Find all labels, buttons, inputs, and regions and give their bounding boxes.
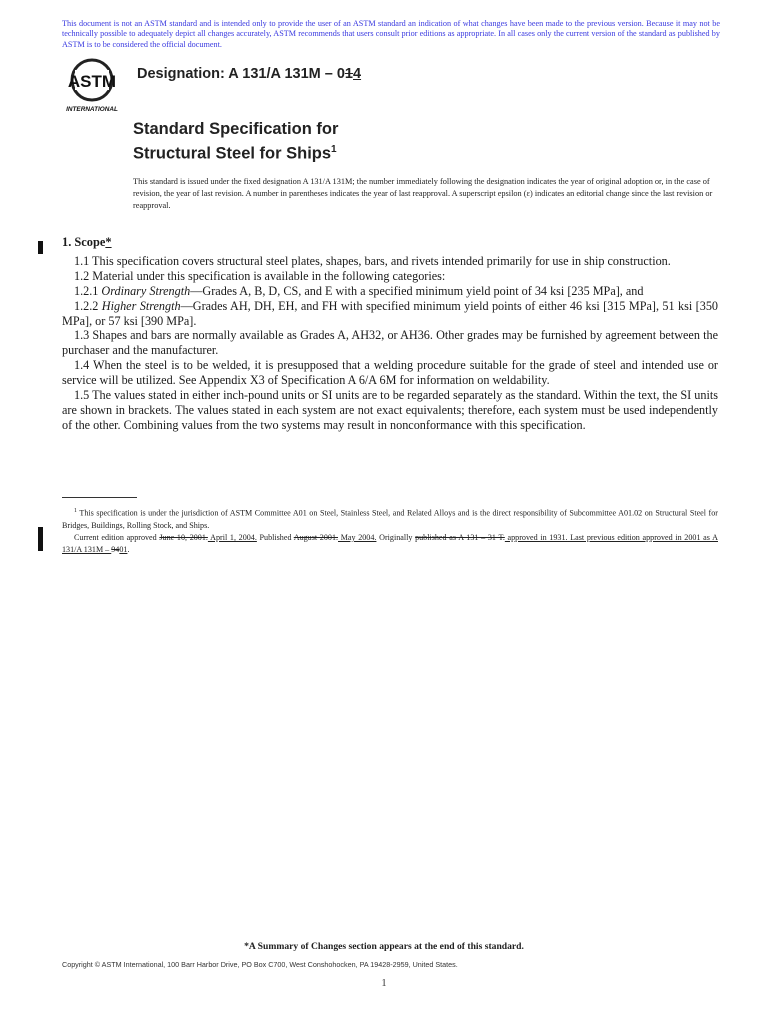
scope-heading-text: 1. Scope bbox=[62, 235, 106, 249]
edition-text-3: Originally bbox=[376, 533, 416, 543]
designation-prefix: Designation: A 131/A 131M – 0 bbox=[137, 66, 345, 82]
edition-text-1: Current edition approved bbox=[74, 533, 160, 543]
footnote-jurisdiction bbox=[62, 505, 718, 532]
title-line-1: Standard Specification for bbox=[133, 120, 339, 138]
page-number: 1 bbox=[381, 978, 387, 989]
change-bar-scope bbox=[38, 241, 43, 254]
issued-note: This standard is issued under the fixed designation A 131/A 131M; the number immediately following the designation indicates the year of original adoption or, in the case of revision, the year of last revision. A number in parentheses indicates the year of last reapproval. A superscript epsilon (ε) indicates an editorial change since the last revision or reapproval. bbox=[133, 177, 713, 210]
designation bbox=[137, 66, 361, 82]
edition-inserted-4: Last previous edition approved in 2001 as A 131/A 131M – bbox=[62, 533, 718, 555]
paragraph-1-2-1-text: —Grades A, B, D, CS, and E with a specified minimum yield point of 34 ksi [235 MPa], and bbox=[190, 283, 644, 298]
title-line-2-text: Structural Steel for Ships bbox=[133, 144, 332, 162]
paragraph-1-4: 1.4 When the steel is to be welded, it is presupposed that a welding procedure suitable for the grade of steel and intended use or service will be utilized. See Appendix X3 of Specification A 6/A 6M for information on weldability. bbox=[62, 358, 718, 388]
paragraph-1-3: 1.3 Shapes and bars are normally available as Grades A, AH32, or AH36. Other grades may be furnished by agreement between the purchaser and the manufacturer. bbox=[62, 328, 718, 358]
edition-inserted-1: April 1, 2004. bbox=[207, 533, 257, 543]
copyright-line: Copyright © ASTM International, 100 Barr Harbor Drive, PO Box C700, West Conshohocken, PA 19428-2959, United States. bbox=[62, 960, 458, 969]
paragraph-1-2-1 bbox=[62, 284, 718, 299]
edition-deleted-1: June 10, 2001. bbox=[159, 533, 208, 543]
designation-inserted: 4 bbox=[352, 66, 362, 82]
paragraph-1-2: 1.2 Material under this specification is available in the following categories: bbox=[74, 268, 446, 283]
scope-heading bbox=[62, 235, 718, 250]
footnote-edition bbox=[62, 532, 718, 556]
scope-section bbox=[62, 235, 718, 433]
edition-text-2: Published bbox=[256, 533, 294, 543]
footnote bbox=[62, 505, 718, 557]
astm-logo bbox=[62, 56, 126, 114]
edition-inserted-2: May 2004. bbox=[338, 533, 377, 543]
paragraph-1-2-2-num: 1.2.2 bbox=[74, 298, 102, 313]
edition-inserted-5: 01 bbox=[119, 545, 128, 555]
designation-deleted: 1 bbox=[344, 66, 353, 82]
paragraph-1-2-2-text: —Grades AH, DH, EH, and FH with specified minimum yield points of either 46 ksi [315 MPa], 51 ksi [350 MPa], or 57 ksi [390 MPa]. bbox=[62, 298, 719, 328]
paragraph-1-2-1-num: 1.2.1 bbox=[74, 283, 102, 298]
summary-link[interactable]: * bbox=[105, 235, 112, 249]
footnote-rule bbox=[62, 497, 137, 498]
edition-deleted-2: August 2001. bbox=[293, 533, 339, 543]
paragraph-1-1: 1.1 This specification covers structural steel plates, shapes, bars, and rivets intended primarily for use in ship construction. bbox=[74, 253, 671, 268]
page-title bbox=[133, 119, 693, 164]
footnote-mark: 1 bbox=[74, 508, 77, 514]
paragraph-1-5: 1.5 The values stated in either inch-pound units or SI units are to be regarded separately as the standard. Within the text, the SI units are shown in brackets. The values stated in each system are not exact equivalents; therefore, each system must be used independently of the other. Combining values from the two systems may result in nonconformance with this specification. bbox=[62, 388, 718, 432]
paragraph-1-2-1-term: Ordinary Strength bbox=[101, 283, 191, 298]
edition-text-4: . bbox=[127, 545, 130, 555]
paragraph-1-2-2-term: Higher Strength bbox=[101, 298, 181, 313]
title-footnote-mark[interactable]: 1 bbox=[331, 143, 337, 155]
edition-deleted-4: 94 bbox=[111, 545, 120, 555]
edition-deleted-3: published as A 131 – 31 T. bbox=[415, 533, 505, 543]
edition-inserted-3: approved in 1931. bbox=[504, 533, 568, 543]
logo-wordmark: ASTM bbox=[67, 72, 117, 91]
change-bar-footnote bbox=[38, 527, 43, 551]
paragraph-1-2-2 bbox=[62, 299, 718, 329]
disclaimer-notice: This document is not an ASTM standard and is intended only to provide the user of an ASTM standard an indication of what changes have been made to the previous version. Because it may not be technically possible to adequately depict all changes accurately, ASTM recommends that users consult prior editions as appropriate. In all cases only the current version of the standard as published by ASTM is to be considered the official document. bbox=[62, 19, 720, 49]
title-line-2 bbox=[133, 140, 693, 164]
footnote-jurisdiction-text: This specification is under the jurisdiction of ASTM Committee A01 on Steel, Stainless Steel, and Related Alloys and is the direct responsibility of Subcommittee A01.02 on Structural Steel for Bridges, Buildings, Rolling Stock, and Ships. bbox=[62, 508, 718, 530]
logo-subtext: INTERNATIONAL bbox=[66, 106, 118, 113]
summary-of-changes-note: *A Summary of Changes section appears at the end of this standard. bbox=[244, 941, 524, 952]
